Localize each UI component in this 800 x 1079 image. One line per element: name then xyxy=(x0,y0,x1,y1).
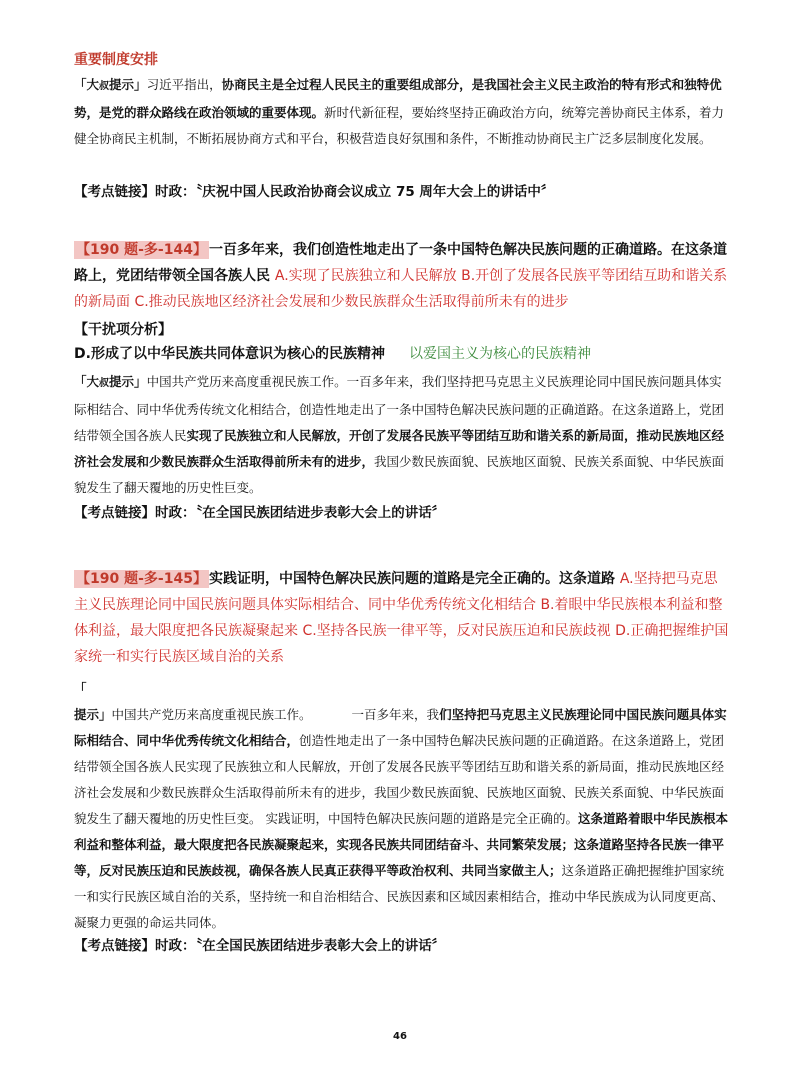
tip-label-tishi: 提示 xyxy=(109,77,135,92)
question-options: A.实现了民族独立和人民解放 B.开创了发展各民族平等团结互助和谐关系的新局面 C.推动民族地区经济社会发展和少数民族群众生活取得前所未有的进步 xyxy=(74,268,728,310)
section-tip xyxy=(74,72,730,152)
section-link: 【考点链接】时政：〝庆祝中国人民政治协商会议成立 75 周年大会上的讲话中〞 xyxy=(74,184,555,200)
tip-bracket-close: 」 xyxy=(134,374,147,389)
question-options: A.坚持把马克思主义民族理论同中国民族问题具体实际相结合、同中华优秀传统文化相结合 B.着眼中华民族根本利益和整体利益，最大限度把各民族凝聚起来 C.坚持各民族一律平等，反对民族压迫和民族歧视 D.正确把握维护国家统一和实行民族区域自治的关系 xyxy=(74,571,729,665)
tip-bold-2: 这条道路着眼中华民族根本利益和整体利益，最大限度把各民族凝聚起来，实现各民族共同团结奋斗、共同繁荣发展；这条道路坚持各民族一律平等，反对民族压迫和民族歧视，确保各族人民真正获得平等政治权利、共同当家做主人； xyxy=(74,811,728,878)
question-144-tip xyxy=(74,369,730,501)
tip-text-2: 创造性地走出了一条中国特色解决民族问题的正确道路。在这条道路上，党团结带领全国各族人民实现了民族独立和人民解放，开创了发展各民族平等团结互助和谐关系的新局面，推动民族地区经济社会发展和少数民族群众生活取得前所未有的进步，我国少数民族面貌、民族地区面貌、民族关系面貌、中华民族面貌发生了翻天覆地的历史性巨变。 实践证明，中国特色解决民族问题的道路是完全正确的。 xyxy=(74,733,725,826)
tip-bracket-close: 」 xyxy=(134,77,147,92)
tip-bracket-close: 」 xyxy=(99,707,112,722)
tip-text-1: 中国共产党历来高度重视民族工作。一百多年来，我们坚持把马克思主义民族理论同中国民族问题具体实际相结合、同中华优秀传统文化相结合，创造性地走出了一条中国特色解决民族问题的正确道路。在这条道路上，党团结带领全国各族人民 xyxy=(74,374,725,443)
tip-text-3: 这条道路正确把握维护国家统一和实行民族区域自治的关系，坚持统一和自治相结合、民族因素和区域因素相结合，推动中华民族成为认同度更高、凝聚力更强的命运共同体。 xyxy=(74,863,725,930)
tip-label-tishi: 提示 xyxy=(109,374,135,389)
question-144-link: 【考点链接】时政：〝在全国民族团结进步表彰大会上的讲话〞 xyxy=(74,505,446,521)
tip-bold-text: 协商民主是全过程人民民主的重要组成部分，是我国社会主义民主政治的特有形式和独特优势，是党的群众路线在政治领域的重要体现。 xyxy=(74,77,722,120)
tip-bracket-open: 「 xyxy=(74,374,87,389)
question-145-body xyxy=(74,566,730,670)
tip-label-da: 大 xyxy=(86,77,100,92)
tip-bold-1: 实现了民族独立和人民解放，开创了发展各民族平等团结互助和谐关系的新局面，推动民族地区经济社会发展和少数民族群众生活取得前所未有的进步， xyxy=(74,428,725,469)
question-144-body xyxy=(74,237,730,315)
tip-label-da: 大 xyxy=(86,374,100,389)
tip-bracket-open: 「 xyxy=(74,77,87,92)
section-tip-paragraph xyxy=(74,72,730,152)
question-145-link: 【考点链接】时政：〝在全国民族团结进步表彰大会上的讲话〞 xyxy=(74,938,446,954)
tip-lead: 习近平指出， xyxy=(146,77,222,92)
question-tag: 【190 题-多-145】 xyxy=(76,571,207,587)
distractor-note: 以爱国主义为核心的民族精神 xyxy=(408,346,591,362)
distractor-title: 【干扰项分析】 xyxy=(74,322,172,338)
distractor-option: D.形成了以中华民族共同体意识为核心的民族精神 xyxy=(74,346,385,362)
page-number: 46 xyxy=(393,1031,407,1042)
tip-bracket-open: 「 xyxy=(74,681,87,696)
question-stem: 实践证明，中国特色解决民族问题的道路是完全正确的。这条道路 xyxy=(208,571,620,587)
question-tag: 【190 题-多-144】 xyxy=(76,242,207,258)
question-stem: 一百多年来，我们创造性地走出了一条中国特色解决民族问题的正确道路。在这条道路上，党团结带领全国各族人民 xyxy=(74,242,727,284)
question-145-tip xyxy=(74,676,730,936)
tip-bold-1: 们坚持把马克思主义民族理论同中国民族问题具体实际相结合、同中华优秀传统文化相结合， xyxy=(74,707,727,748)
tip-label-shu: 叔 xyxy=(99,378,110,389)
distractor-line xyxy=(74,341,730,367)
tip-text-1: 中国共产党历来高度重视民族工作。 xyxy=(111,707,312,722)
question-145 xyxy=(74,566,730,958)
question-144 xyxy=(74,237,730,525)
section-title: 重要制度安排 xyxy=(74,52,158,68)
tip-label-shu: 叔 xyxy=(99,81,110,92)
tip-text-1b: 一百多年来，我 xyxy=(351,707,440,722)
tip-rest-text: 新时代新征程，要始终坚持正确政治方向，统筹完善协商民主体系，着力健全协商民主机制，不断拓展协商方式和平台，积极营造良好氛围和条件，不断推动协商民主广泛多层制度化发展。 xyxy=(74,105,725,146)
tip-text-2: 我国少数民族面貌、民族地区面貌、民族关系面貌、中华民族面貌发生了翻天覆地的历史性巨变。 xyxy=(74,454,725,495)
tip-label-tishi: 提示 xyxy=(74,707,100,722)
